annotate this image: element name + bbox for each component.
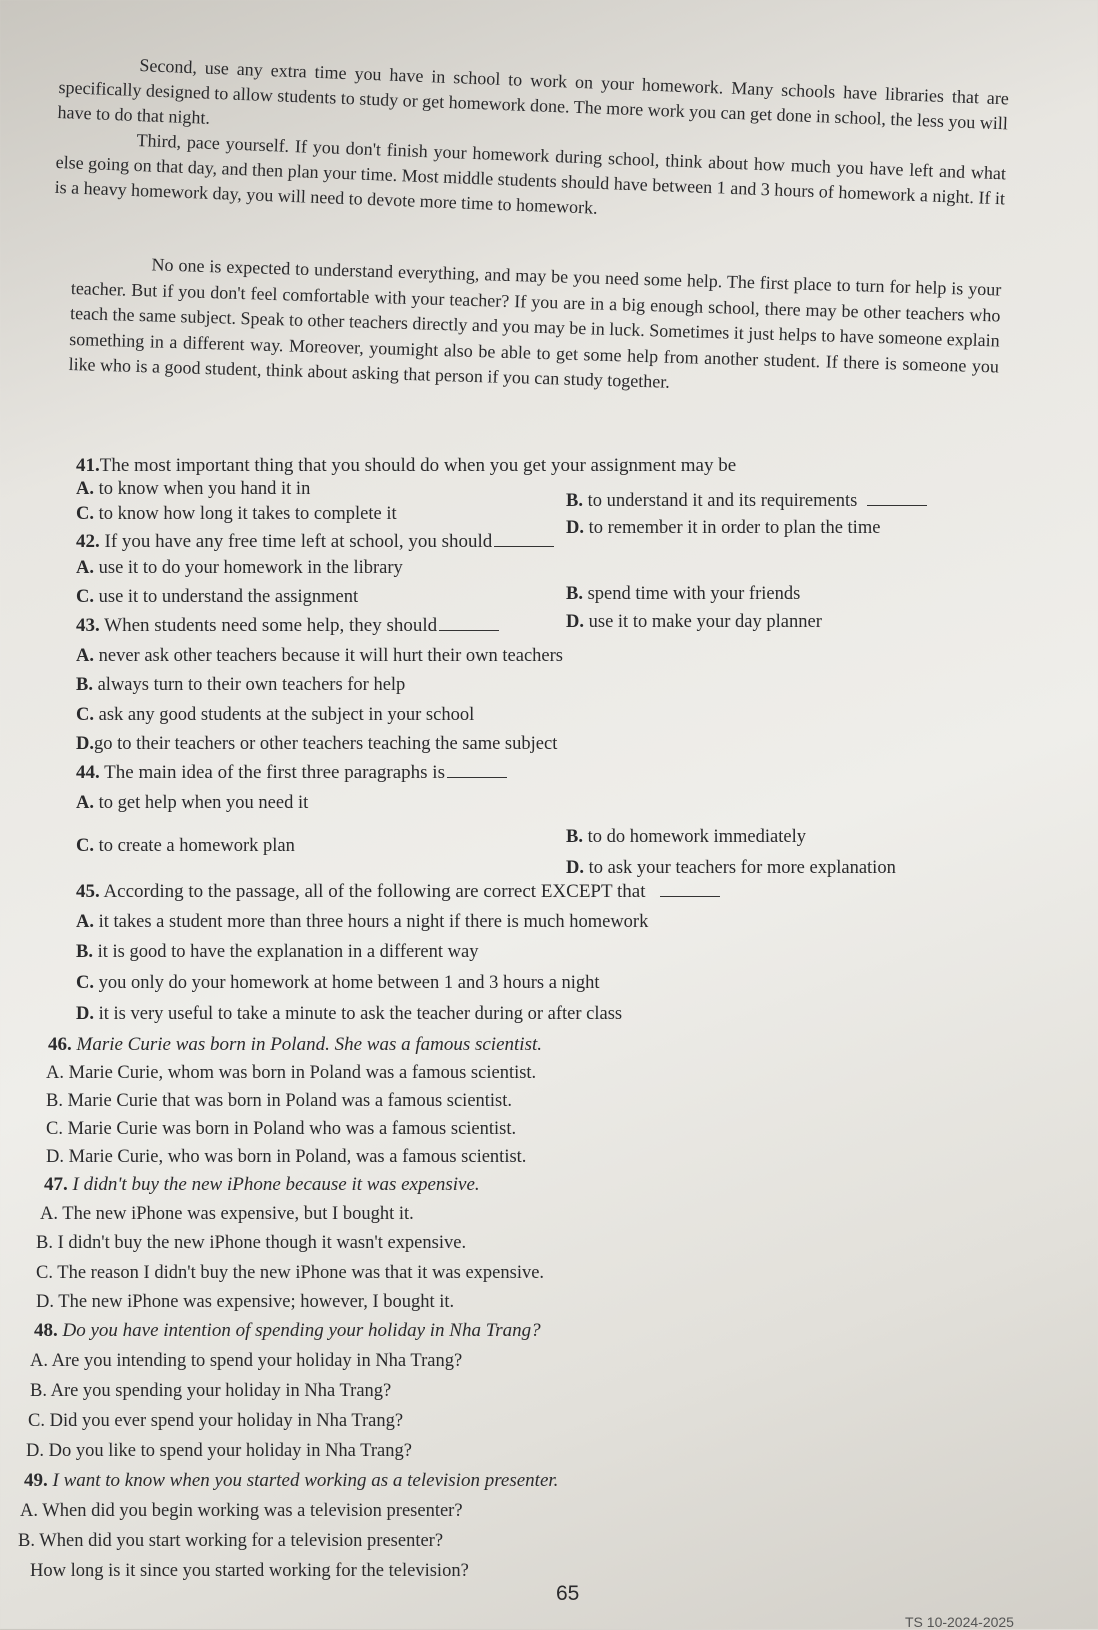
q48-option-b[interactable]: B. Are you spending your holiday in Nha Trang? <box>30 1381 392 1401</box>
answer-blank <box>494 532 554 547</box>
q48-option-c[interactable]: C. Did you ever spend your holiday in Nha Trang? <box>28 1411 404 1431</box>
footer-code: TS 10-2024-2025 <box>905 1614 1014 1630</box>
question-41 <box>76 455 736 477</box>
q49-option-c[interactable]: How long is it since you started working for the television? <box>30 1561 469 1581</box>
q48-option-d[interactable]: D. Do you like to spend your holiday in Nha Trang? <box>26 1441 412 1461</box>
answer-blank <box>447 763 507 778</box>
q46-option-a[interactable]: A. Marie Curie, whom was born in Poland was a famous scientist. <box>46 1063 537 1083</box>
q43-option-c[interactable]: C. ask any good students at the subject in your school <box>76 705 475 725</box>
q45-option-b[interactable]: B. it is good to have the explanation in a different way <box>76 942 479 962</box>
q45-option-d[interactable]: D. it is very useful to take a minute to ask the teacher during or after class <box>76 1004 623 1024</box>
paragraph-second: Second, use any extra time you have in school to work on your homework. Many schools have libraries that are specifically designed to allow students to study or get homework done. The more work you can get done in school, the less you will have to do that night. <box>57 55 1010 134</box>
q46-option-d[interactable]: D. Marie Curie, who was born in Poland, was a famous scientist. <box>46 1147 527 1167</box>
reading-passage <box>54 50 1009 236</box>
q43-option-d[interactable]: D.go to their teachers or other teachers teaching the same subject <box>76 734 558 754</box>
q42-option-d[interactable]: D. use it to make your day planner <box>566 612 822 632</box>
q49-option-a[interactable]: A. When did you begin working was a television presenter? <box>20 1501 463 1521</box>
question-45: 45. According to the passage, all of the following are correct EXCEPT that <box>76 881 720 903</box>
q41-option-d[interactable]: D. to remember it in order to plan the time <box>566 518 881 538</box>
question-43: 43. When students need some help, they should <box>76 615 499 637</box>
q46-option-c[interactable]: C. Marie Curie was born in Poland who was a famous scientist. <box>46 1119 517 1139</box>
q45-option-a[interactable]: A. it takes a student more than three hours a night if there is much homework <box>76 912 649 932</box>
page-number: 65 <box>556 1582 580 1605</box>
q47-option-d[interactable]: D. The new iPhone was expensive; however, I bought it. <box>36 1292 455 1312</box>
q44-option-a[interactable]: A. to get help when you need it <box>76 793 309 813</box>
q43-option-b[interactable]: B. always turn to their own teachers for help <box>76 675 406 695</box>
q43-option-a[interactable]: A. never ask other teachers because it will hurt their own teachers <box>76 646 563 666</box>
reading-passage-help <box>68 250 1001 405</box>
q47-option-c[interactable]: C. The reason I didn't buy the new iPhone was that it was expensive. <box>36 1263 545 1283</box>
question-number: 41. <box>76 455 100 476</box>
q47-option-a[interactable]: A. The new iPhone was expensive, but I bought it. <box>40 1204 414 1224</box>
q44-option-d[interactable]: D. to ask your teachers for more explanation <box>566 858 896 878</box>
q41-option-a[interactable]: A. to know when you hand it in <box>76 479 311 499</box>
answer-blank <box>439 616 499 631</box>
question-42: 42. If you have any free time left at school, you should <box>76 531 554 553</box>
q45-option-c[interactable]: C. you only do your homework at home between 1 and 3 hours a night <box>76 973 600 993</box>
question-46: 46. Marie Curie was born in Poland. She was a famous scientist. <box>48 1034 542 1055</box>
question-stem: The most important thing that you should do when you get your assignment may be <box>99 455 737 476</box>
q47-option-b[interactable]: B. I didn't buy the new iPhone though it wasn't expensive. <box>36 1233 467 1253</box>
paragraph-third: Third, pace yourself. If you don't finish your homework during school, think about how much you have left and what else going on that day, and then plan your time. Most middle students should have between 1 and 3 hours of homework a night. If it is a heavy homework day, you will need to devote more time to homework. <box>54 130 1007 218</box>
answer-blank <box>660 882 720 897</box>
question-48: 48. Do you have intention of spending your holiday in Nha Trang? <box>34 1320 541 1341</box>
q41-option-b[interactable]: B. to understand it and its requirements <box>566 490 927 512</box>
q42-option-b[interactable]: B. spend time with your friends <box>566 584 801 604</box>
q41-option-c[interactable]: C. to know how long it takes to complete it <box>76 504 397 524</box>
q48-option-a[interactable]: A. Are you intending to spend your holiday in Nha Trang? <box>30 1351 463 1371</box>
q49-option-b[interactable]: B. When did you start working for a television presenter? <box>18 1531 444 1551</box>
answer-blank <box>867 491 927 506</box>
q44-option-c[interactable]: C. to create a homework plan <box>76 836 295 856</box>
q44-option-b[interactable]: B. to do homework immediately <box>566 827 806 847</box>
q42-option-c[interactable]: C. use it to understand the assignment <box>76 587 359 607</box>
q46-option-b[interactable]: B. Marie Curie that was born in Poland was a famous scientist. <box>46 1091 513 1111</box>
paragraph-help: No one is expected to understand everything, and may be you need some help. The first place to turn for help is your teacher. But if you don't feel comfortable with your teacher? If you are in a big enough school, there may be other teachers who teach the same subject. Speak to other teachers directly and you may be in luck. Sometimes it just helps to have someone explain something in a different way. Moreover, youmight also be able to get some help from another student. If there is someone you like who is a good student, think about asking that person if you can study together. <box>68 254 1002 392</box>
q42-option-a[interactable]: A. use it to do your homework in the library <box>76 558 403 578</box>
question-49: 49. I want to know when you started working as a television presenter. <box>24 1470 559 1491</box>
question-44: 44. The main idea of the first three paragraphs is <box>76 762 507 784</box>
question-47: 47. I didn't buy the new iPhone because it was expensive. <box>44 1174 480 1195</box>
